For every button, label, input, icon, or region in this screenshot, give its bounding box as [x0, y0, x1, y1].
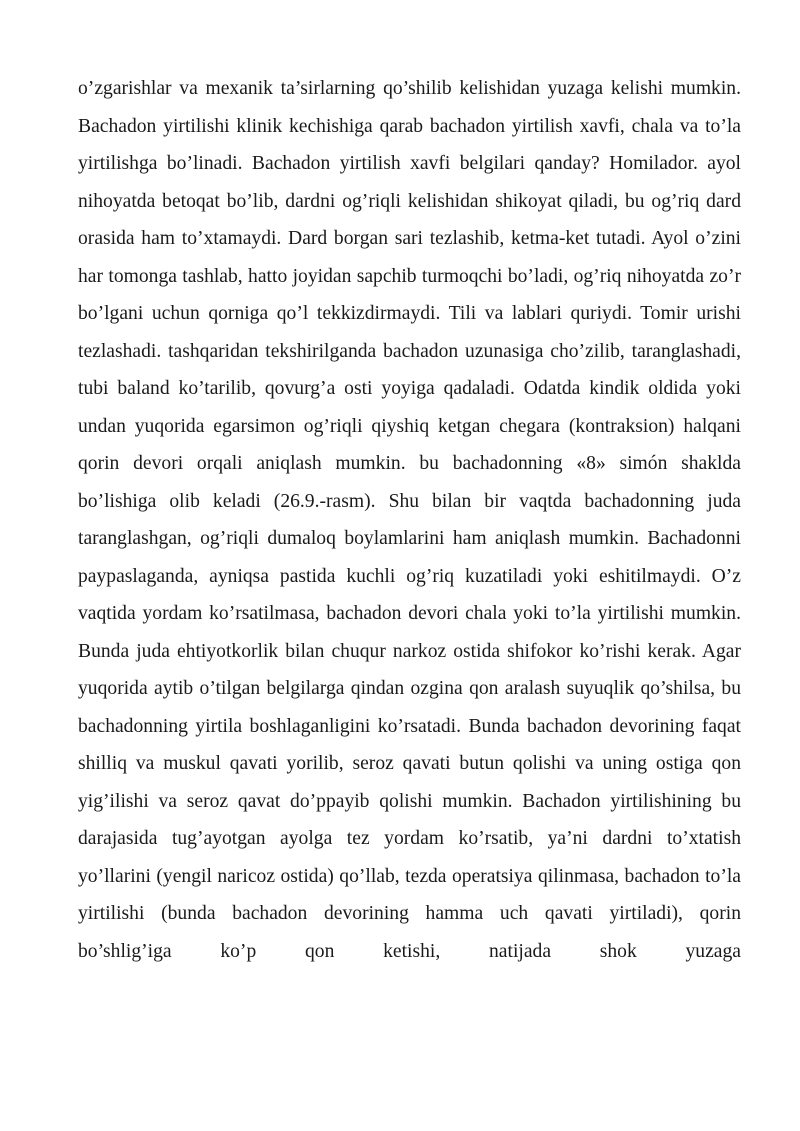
body-paragraph: o’zgarishlar va mexanik ta’sirlarning qo’shilib kelishidan yuzaga kelishi mumkin. Bachadon yirtilishi klinik kechishiga qarab bachadon yirtilish xavfi, chala va to’la yirtilishga bo’linadi. Bachadon yirtilish xavfi belgilari qanday? Homilador. ayol nihoyatda betoqat bo’lib, dardni og’riqli kelishidan shikoyat qiladi, bu og’riq dard orasida ham to’xtamaydi. Dard borgan sari tezlashib, ketma-ket tutadi. Ayol o’zini har tomonga tashlab, hatto joyidan sapchib turmoqchi bo’ladi, og’riq nihoyatda zo’r bo’lgani uchun qorniga qo’l tekkizdirmaydi. Tili va lablari quriydi. Tomir urishi tezlashadi. tashqaridan tekshirilganda bachadon uzunasiga cho’zilib, taranglashadi, tubi baland ko’tarilib, qovurg’a osti yoyiga qadaladi. Odatda kindik oldida yoki undan yuqorida egarsimon og’riqli qiyshiq ketgan chegara (kontraksion) halqani qorin devori orqali aniqlash mumkin. bu bachadonning «8» simón shaklda bo’lishiga olib keladi (26.9.-rasm). Shu bilan bir vaqtda bachadonning juda taranglashgan, og’riqli dumaloq boylamlarini ham aniqlash mumkin. Bachadonni paypaslaganda, ayniqsa pastida kuchli og’riq kuzatiladi yoki eshitilmaydi. O’z vaqtida yordam ko’rsatilmasa, bachadon devori chala yoki to’la yirtilishi mumkin. Bunda juda ehtiyotkorlik bilan chuqur narkoz ostida shifokor ko’rishi kerak. Agar yuqorida aytib o’tilgan belgilarga qindan ozgina qon aralash suyuqlik qo’shilsa, bu bachadonning yirtila boshlaganligini ko’rsatadi. Bunda bachadon devorining faqat shilliq va muskul qavati yorilib, seroz qavati butun qolishi va uning ostiga qon yig’ilishi va seroz qavat do’ppayib qolishi mumkin. Bachadon yirtilishining bu darajasida tug’ayotgan ayolga tez yordam ko’rsatib, ya’ni dardni to’xtatish yo’llarini (yengil naricoz ostida) qo’llab, tezda operatsiya qilinmasa, bachadon to’la yirtilishi (bunda bachadon devorining hamma uch qavati yirtiladi), qorin bo’shlig’iga ko’p qon ketishi, natijada shok yuzaga — [78, 78, 741, 962]
